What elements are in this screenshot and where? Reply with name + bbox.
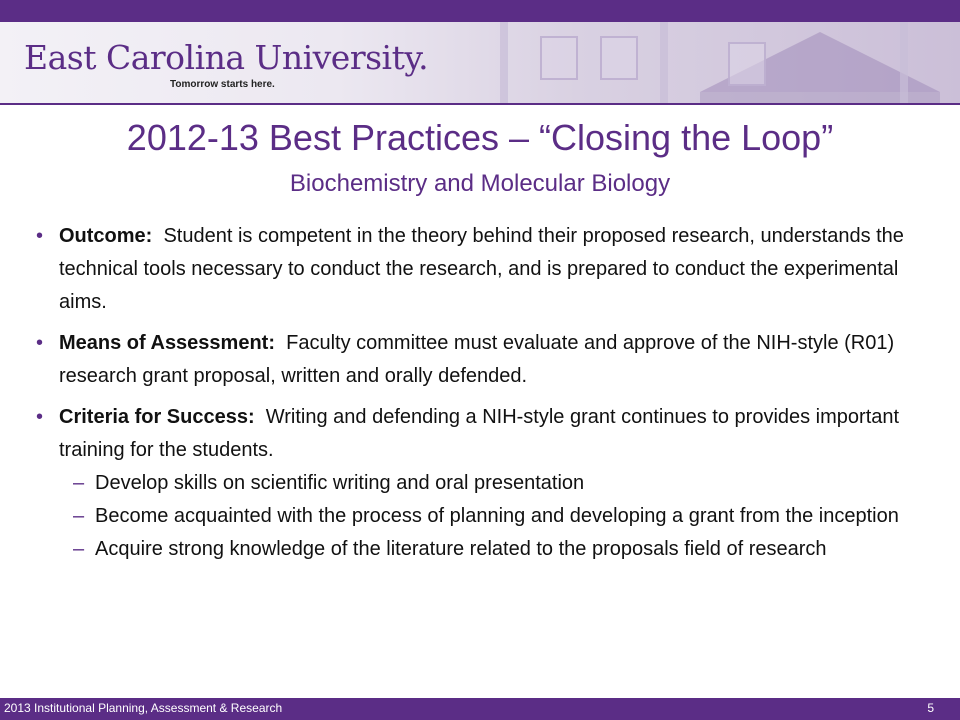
sub-bullet-text: Become acquainted with the process of planning and developing a grant from the inception [95,505,899,527]
dash-icon: – [73,538,85,560]
slide-subtitle: Biochemistry and Molecular Biology [289,170,671,197]
building-column [660,22,668,104]
sub-bullet [36,504,916,528]
bullet-dot-icon: • [36,225,44,247]
bullet-text: Writing and defending a NIH-style grant continues to provides important training for the students. [59,406,905,461]
building-window [540,36,578,80]
bullet-criteria-for-success [36,401,916,467]
top-bar [0,0,960,22]
footer-bar [0,698,960,720]
sub-bullet-text: Develop skills on scientific writing and oral presentation [95,472,585,494]
bullet-label: Outcome: [59,225,153,247]
dash-icon: – [73,472,85,494]
bullet-label: Means of Assessment: [59,332,275,354]
dash-icon: – [73,505,85,527]
header-divider [0,103,960,105]
bullet-text: Student is competent in the theory behind their proposed research, understands the technical tools necessary to conduct the research, and is prepared to conduct the experimental aims. [59,225,910,313]
bullet-dot-icon: • [36,406,44,428]
slide-content [36,220,916,570]
bullet-text: Faculty committee must evaluate and approve of the NIH-style (R01) research grant proposal, written and orally defended. [59,332,900,387]
building-window [600,36,638,80]
bullet-means-of-assessment [36,327,916,393]
sub-bullet [36,471,916,495]
sub-bullet-text: Acquire strong knowledge of the literature related to the proposals field of research [95,538,827,560]
page-number: 5 [927,701,934,715]
university-logo-tagline: Tomorrow starts here. [170,79,275,90]
sub-bullet [36,537,916,561]
slide-title: 2012-13 Best Practices – “Closing the Loop” [126,117,834,158]
university-logo-name: East Carolina University. [24,38,429,77]
building-column [900,22,908,104]
bullet-label: Criteria for Success: [59,406,255,428]
bullet-dot-icon: • [36,332,44,354]
footer-text: 2013 Institutional Planning, Assessment & Research [4,701,283,715]
building-column [500,22,508,104]
bullet-outcome [36,220,916,319]
building-window [728,42,766,86]
